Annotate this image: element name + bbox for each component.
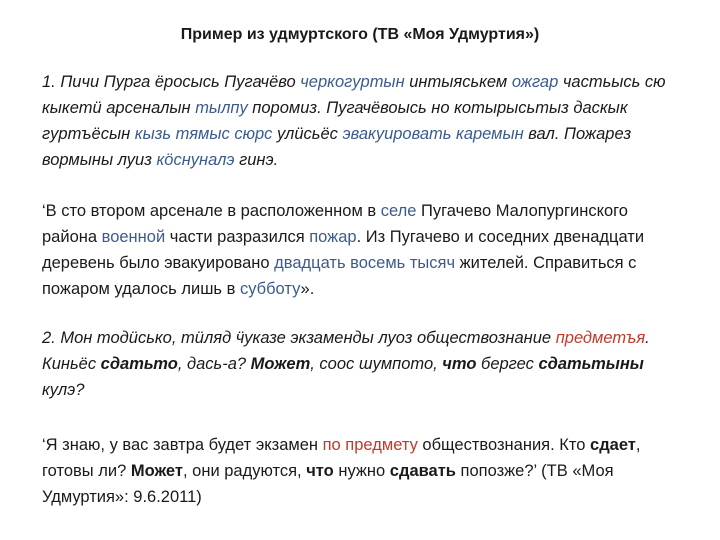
bold-word: сдатьтыны [538, 355, 644, 373]
text-segment: , дась-а? [177, 355, 251, 373]
text-segment: . Из Пугачево и соседних двенадцати деревень было эвакуировано [42, 228, 645, 272]
text-segment: , готовы ли? [42, 436, 641, 480]
slide-title: Пример из удмуртского (ТВ «Моя Удмуртия») [180, 26, 540, 43]
highlighted-word: военной [101, 228, 166, 246]
highlighted-word: двадцать восемь тысяч [274, 254, 456, 272]
text-segment: вал. Пожарез вормыны луиз [42, 125, 632, 169]
russian-translation-1 [42, 198, 687, 302]
bold-word: что [442, 355, 477, 373]
highlighted-word: селе [380, 202, 417, 220]
text-segment: обществознания. Кто [417, 436, 591, 454]
text-segment: поромиз. Пугачёвоысь но котырысьтыз даскык гуртъёсын [42, 99, 628, 143]
text-segment: . Киньёс [42, 329, 650, 373]
highlighted-word: субботу [239, 280, 301, 298]
text-segment: нужно [333, 462, 390, 480]
text-segment: попозже?’ (ТВ «Моя Удмуртия»: 9.6.2011) [42, 462, 614, 506]
highlighted-word: тылпу [195, 99, 248, 117]
text-segment: ‘Я знаю, у вас завтра будет экзамен [42, 436, 323, 454]
bold-word: Может [130, 462, 183, 480]
text-segment: частьысь сю кыкетӥ арсеналын [42, 73, 666, 117]
text-segment: Пугачево Малопургинского района [42, 202, 628, 246]
bold-word: Может [250, 355, 311, 373]
text-segment: , соос шумпото, [310, 355, 443, 373]
text-segment: бергес [476, 355, 539, 373]
marked-word: предметъя [555, 329, 646, 347]
highlighted-word: черкогуртын [300, 73, 405, 91]
marked-word: по предмету [322, 436, 418, 454]
text-segment: улӥсьёс [272, 125, 343, 143]
text-segment: ». [300, 280, 315, 298]
text-segment: части разразился [165, 228, 310, 246]
text-segment: кулэ? [42, 381, 85, 399]
text-segment: гинэ. [234, 151, 279, 169]
bold-word: что [306, 462, 334, 480]
bold-word: сдатьто [100, 355, 178, 373]
highlighted-word: кӧснуналэ [156, 151, 235, 169]
text-segment: жителей. Справиться с пожаром удалось лишь в [42, 254, 637, 298]
udmurt-example-1 [42, 69, 687, 173]
bold-word: сдает [590, 436, 636, 454]
highlighted-word: кызь тямыс сюрс [134, 125, 273, 143]
udmurt-example-2 [42, 325, 687, 403]
russian-translation-2 [42, 432, 687, 510]
highlighted-word: пожар [309, 228, 357, 246]
text-segment: 1. Пичи Пурга ёросысь Пугачёво [42, 73, 301, 91]
highlighted-word: эвакуировать каремын [342, 125, 524, 143]
text-segment: интыяськем [404, 73, 512, 91]
highlighted-word: ожгар [511, 73, 559, 91]
bold-word: сдавать [389, 462, 456, 480]
text-segment: , они радуются, [182, 462, 307, 480]
text-segment: ‘В сто втором арсенале в расположенном в [42, 202, 381, 220]
text-segment: 2. Мон тодӥсько, тӥляд ӵуказе экзаменды луоз обществознание [42, 329, 556, 347]
